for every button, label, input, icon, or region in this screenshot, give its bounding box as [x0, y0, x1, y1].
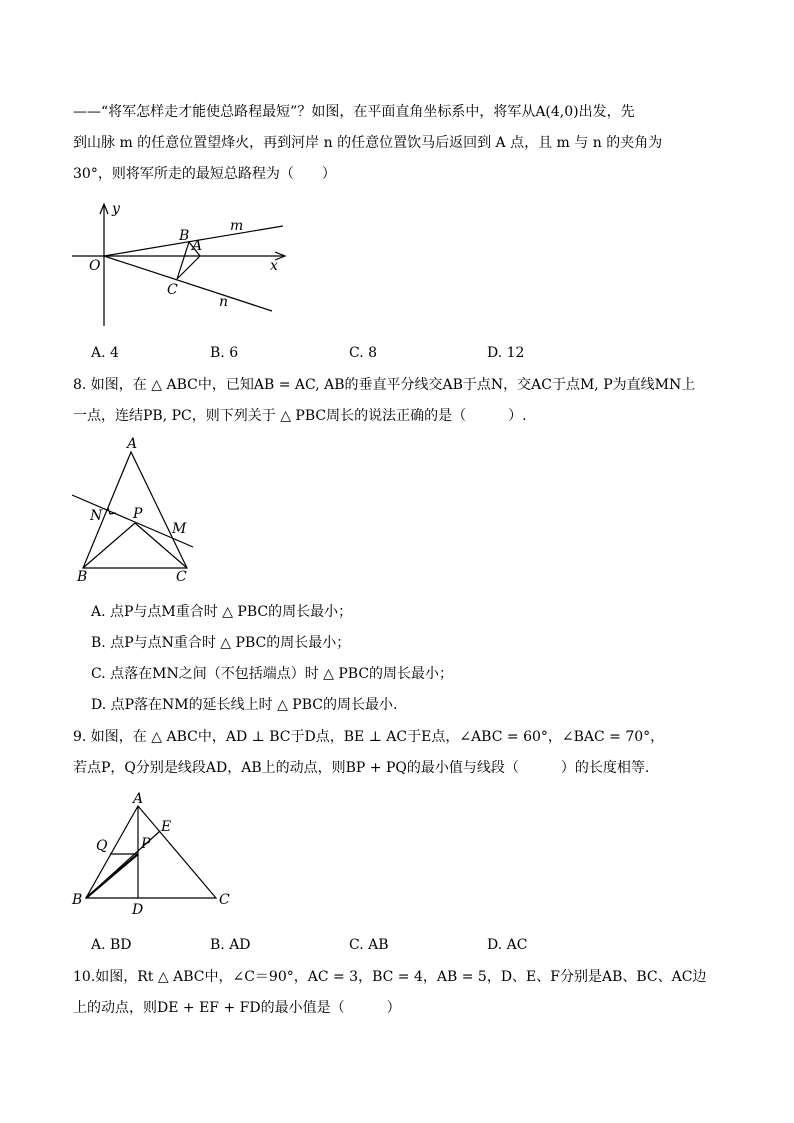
label-e: E: [161, 819, 172, 835]
q9-option-b: B. AD: [210, 937, 251, 953]
q7-text-line-3: 30°，则将军所走的最短总路程为（ ）: [73, 166, 336, 182]
label-n: n: [219, 294, 229, 310]
q9-text-line-2: 若点P，Q分别是线段AD，AB上的动点，则BP + PQ的最小值与线段（ ）的长度相等.: [73, 760, 650, 776]
label-p: P: [133, 506, 143, 522]
q7-option-a: A. 4: [91, 345, 119, 361]
q8-option-a: A. 点P与点M重合时 △ PBC的周长最小；: [91, 604, 353, 620]
label-c: C: [219, 892, 230, 908]
q8-option-b: B. 点P与点N重合时 △ PBC的周长最小；: [91, 635, 351, 651]
label-x: x: [270, 258, 278, 274]
q7-option-b: B. 6: [210, 345, 239, 361]
label-d: D: [132, 902, 144, 918]
q8-option-c: C. 点落在MN之间（不包括端点）时 △ PBC的周长最小；: [91, 666, 454, 682]
q9-option-a: A. BD: [91, 937, 132, 953]
label-a: A: [133, 791, 144, 807]
q10-text-line-2: 上的动点，则DE + EF + FD的最小值是（ ）: [73, 1000, 401, 1016]
label-o: O: [89, 258, 101, 274]
label-b: B: [72, 892, 83, 908]
label-c: C: [176, 569, 187, 585]
q7-option-c: C. 8: [349, 345, 378, 361]
label-q: Q: [96, 838, 108, 854]
label-c: C: [167, 282, 178, 298]
q8-text-line-2: 一点，连结PB, PC，则下列关于 △ PBC周长的说法正确的是（ ）.: [73, 408, 527, 424]
label-m: M: [172, 521, 187, 537]
q9-option-d: D. AC: [487, 937, 528, 953]
q8-option-d: D. 点P落在NM的延长线上时 △ PBC的周长最小.: [91, 697, 398, 713]
q7-text-line-2: 到山脉 m 的任意位置望烽火，再到河岸 n 的任意位置饮马后返回到 A 点，且 m 与 n 的夹角为: [73, 135, 663, 151]
q9-option-c: C. AB: [349, 937, 389, 953]
label-m: m: [230, 218, 244, 234]
q7-text-line-1: ——“将军怎样走才能使总路程最短”？如图，在平面直角坐标系中，将军从A(4,0)出发，先: [73, 104, 635, 120]
q10-text-line-1: 10.如图，Rt △ ABC中，∠C＝90°，AC = 3，BC = 4，AB = 5，D、E、F分别是AB、BC、AC边: [73, 969, 707, 985]
label-a: A: [192, 238, 203, 254]
q7-option-d: D. 12: [487, 345, 525, 361]
label-y: y: [112, 201, 120, 217]
label-n: N: [90, 508, 103, 524]
segment-bp: [86, 854, 138, 898]
label-b: B: [179, 228, 190, 244]
label-p: P: [141, 836, 151, 852]
q8-text-line-1: 8. 如图，在 △ ABC中，已知AB = AC, AB的垂直平分线交AB于点N，交AC于点M, P为直线MN上: [73, 377, 696, 393]
q9-text-line-1: 9. 如图，在 △ ABC中，AD ⊥ BC于D点，BE ⊥ AC于E点，∠ABC = 60°，∠BAC = 70°，: [73, 729, 665, 745]
label-b: B: [77, 569, 88, 585]
label-a: A: [127, 436, 138, 452]
